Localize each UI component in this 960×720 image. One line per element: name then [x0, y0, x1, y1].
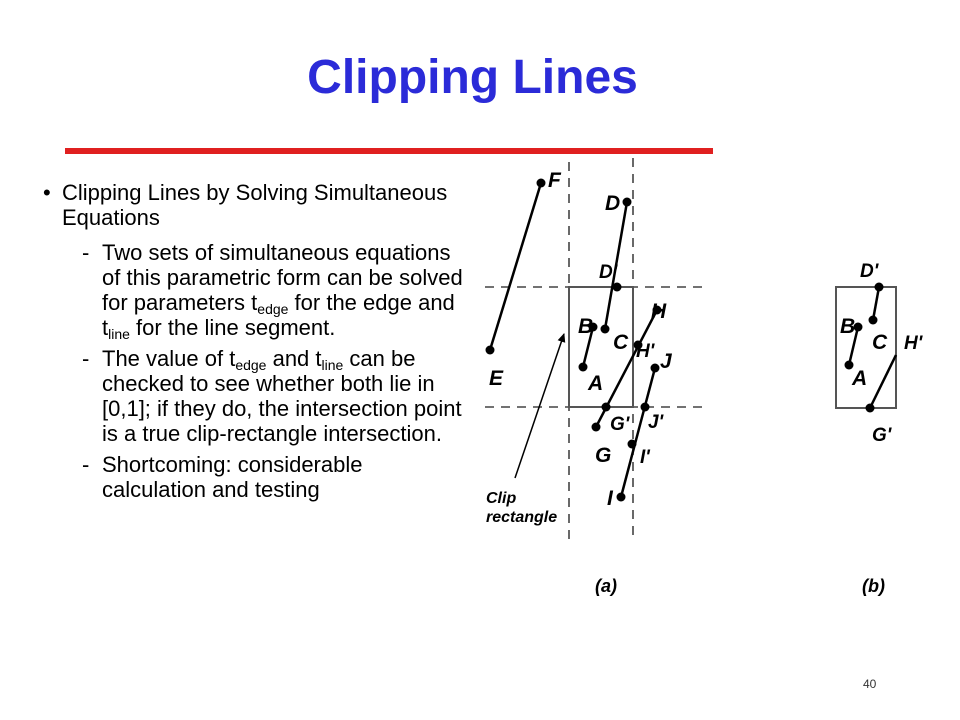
caption-a: (a): [595, 576, 617, 596]
dash-marker: -: [82, 452, 90, 477]
sub-item-3-text: Shortcoming: considerable calculation and testing: [102, 452, 363, 502]
page-number: 40: [863, 677, 877, 691]
segment-GH-clipped: [870, 355, 896, 408]
subscript-edge: edge: [257, 301, 289, 317]
point-G-prime: [602, 403, 611, 412]
caption-b: (b): [862, 576, 885, 596]
label-J-prime: J': [648, 412, 664, 433]
label-B-b: B: [840, 315, 856, 338]
endpoint-I: [617, 493, 626, 502]
point-C-b: [869, 316, 878, 325]
label-I: I: [607, 487, 613, 510]
label-G-prime: G': [610, 414, 630, 435]
slide-body: [40, 180, 470, 508]
sub-item-1-text-c: for the line segment.: [129, 315, 336, 340]
segment-CD-clipped: [873, 287, 879, 320]
label-D: D: [605, 192, 621, 215]
endpoint-J: [651, 364, 660, 373]
label-G: G: [595, 444, 612, 467]
sub-item-3: [40, 452, 470, 502]
endpoint-C: [601, 325, 610, 334]
label-F: F: [548, 169, 561, 192]
sub-item-1-text-a: Two sets of simultaneous equations of this parametric form can be solved for parameters t: [102, 240, 463, 315]
clip-label-line1: Clip: [486, 490, 517, 507]
sub-item-2: [40, 346, 470, 446]
segment-EF: [490, 183, 541, 350]
subscript-edge: edge: [235, 357, 267, 373]
bullet-item: [40, 180, 470, 230]
label-H-prime-b: H': [904, 333, 923, 354]
label-A-b: A: [852, 367, 868, 390]
label-J: J: [660, 350, 672, 373]
sub-item-1-text-b: for the edge and t: [102, 290, 455, 340]
label-A: A: [588, 372, 604, 395]
endpoint-G: [592, 423, 601, 432]
clip-label-arrow: [515, 334, 564, 478]
point-D-prime: [613, 283, 622, 292]
clipping-diagram: [470, 150, 930, 610]
point-I-prime: [628, 440, 637, 449]
slide-title: Clipping Lines: [307, 51, 638, 104]
sub-item-1: [40, 240, 470, 340]
endpoint-F: [537, 179, 546, 188]
subscript-line: line: [108, 326, 130, 342]
subscript-line: line: [321, 357, 344, 373]
label-H-prime: H': [636, 341, 655, 362]
label-B: B: [578, 315, 594, 338]
point-G-prime-b: [866, 404, 875, 413]
label-E: E: [489, 367, 504, 390]
sub-item-2-text-a: The value of t: [102, 346, 236, 371]
bullet-marker: •: [43, 180, 51, 205]
sub-item-2-text-b: and t: [266, 346, 322, 371]
endpoint-E: [486, 346, 495, 355]
label-I-prime: I': [640, 447, 650, 468]
label-C-b: C: [872, 331, 888, 354]
endpoint-D: [623, 198, 632, 207]
dash-marker: -: [82, 346, 90, 371]
point-D-prime-b: [875, 283, 884, 292]
endpoint-A: [579, 363, 588, 372]
label-H: H: [651, 300, 667, 323]
clip-label-line2: rectangle: [486, 509, 558, 526]
label-D-prime-b: D': [860, 261, 879, 282]
point-J-prime: [641, 403, 650, 412]
label-C: C: [613, 331, 629, 354]
dash-marker: -: [82, 240, 90, 265]
label-G-prime-b: G': [872, 425, 892, 446]
label-D-prime: D': [599, 262, 618, 283]
bullet-text: Clipping Lines by Solving Simultaneous Equations: [62, 180, 448, 230]
sub-item-2-text-c: can be checked to see whether both lie in [0,1]; if they do, the intersection point is a true clip-rectangle intersection.: [102, 346, 462, 446]
